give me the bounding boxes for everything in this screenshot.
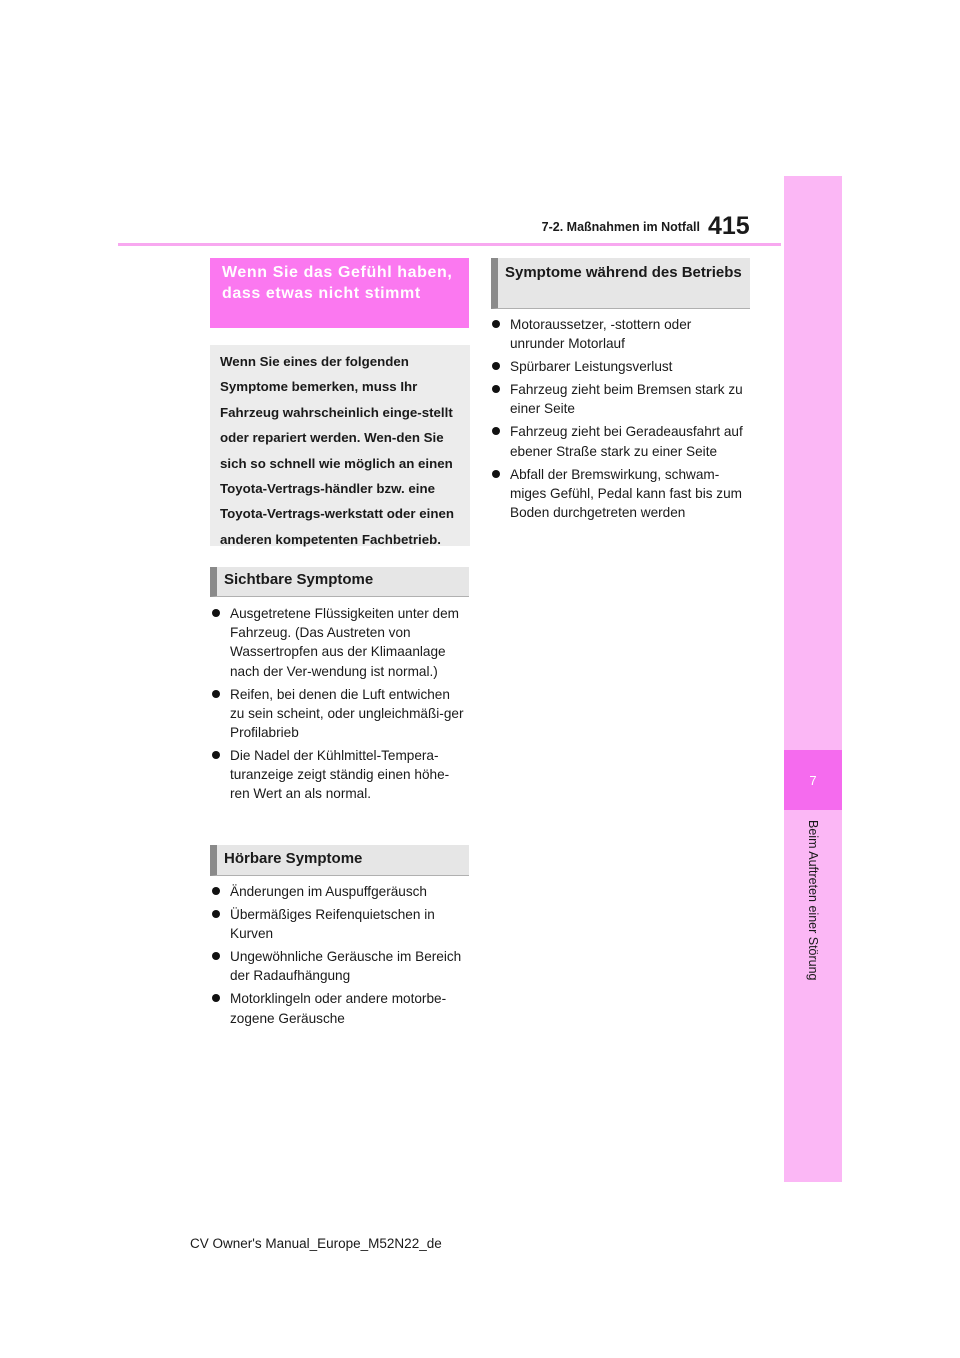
operating-symptoms-heading-box xyxy=(491,258,750,309)
intro-box xyxy=(210,345,470,546)
list-item: Übermäßiges Reifenquietschen in Kurven xyxy=(212,905,468,943)
main-heading: Wenn Sie das Gefühl haben, dass etwas nicht stimmt xyxy=(222,264,453,302)
bullet-icon xyxy=(492,470,500,478)
bullet-icon xyxy=(212,690,220,698)
list-item: Reifen, bei denen die Luft entwichen zu sein scheint, oder ungleichmäßi-ger Profilabrieb xyxy=(212,685,468,743)
audible-symptoms-heading-box xyxy=(210,845,469,876)
list-item: Die Nadel der Kühlmittel-Tempera-turanzeige zeigt ständig einen höhe-ren Wert an als normal. xyxy=(212,746,468,804)
main-heading-box xyxy=(210,258,469,328)
audible-symptoms-heading: Hörbare Symptome xyxy=(224,850,363,867)
bullet-icon xyxy=(212,952,220,960)
audible-symptoms-list xyxy=(212,882,468,1032)
header-divider xyxy=(118,243,781,246)
page-number: 415 xyxy=(708,212,750,240)
list-item: Fahrzeug zieht bei Geradeausfahrt auf ebener Straße stark zu einer Seite xyxy=(492,422,748,460)
list-item: Änderungen im Auspuffgeräusch xyxy=(212,882,468,901)
list-item: Abfall der Bremswirkung, schwam-miges Gefühl, Pedal kann fast bis zum Boden durchgetreten werden xyxy=(492,465,748,523)
visible-symptoms-list xyxy=(212,604,468,807)
visible-symptoms-heading-box xyxy=(210,567,469,597)
list-item: Spürbarer Leistungsverlust xyxy=(492,357,748,376)
bullet-icon xyxy=(212,910,220,918)
bullet-icon xyxy=(212,609,220,617)
operating-symptoms-list xyxy=(492,315,748,526)
list-item: Fahrzeug zieht beim Bremsen stark zu einer Seite xyxy=(492,380,748,418)
bullet-icon xyxy=(212,887,220,895)
chapter-side-tab xyxy=(784,176,842,1182)
bullet-icon xyxy=(212,994,220,1002)
section-title: 7-2. Maßnahmen im Notfall xyxy=(541,220,700,234)
list-item: Motorklingeln oder andere motorbe-zogene Geräusche xyxy=(212,989,468,1027)
visible-symptoms-heading: Sichtbare Symptome xyxy=(224,571,374,588)
bullet-icon xyxy=(492,427,500,435)
list-item: Ungewöhnliche Geräusche im Bereich der Radaufhängung xyxy=(212,947,468,985)
intro-text: Wenn Sie eines der folgenden Symptome bemerken, muss Ihr Fahrzeug wahrscheinlich einge-stellt oder repariert werden. Wen-den Sie sich so schnell wie möglich an einen Toyota-Vertrags-händler bzw. eine Toyota-Vertrags-werkstatt oder einen anderen kompetenten Fachbetrieb. xyxy=(220,354,454,547)
operating-symptoms-heading: Symptome während des Betriebs xyxy=(505,264,742,281)
chapter-title: Beim Auftreten einer Störung xyxy=(806,820,820,981)
list-item: Motoraussetzer, -stottern oder unrunder Motorlauf xyxy=(492,315,748,353)
list-item: Ausgetretene Flüssigkeiten unter dem Fahrzeug. (Das Austreten von Wassertropfen aus der Klimaanlage nach der Ver-wendung ist normal.) xyxy=(212,604,468,681)
bullet-icon xyxy=(492,362,500,370)
chapter-number: 7 xyxy=(784,750,842,810)
bullet-icon xyxy=(212,751,220,759)
bullet-icon xyxy=(492,320,500,328)
footer-text: CV Owner's Manual_Europe_M52N22_de xyxy=(190,1236,442,1251)
bullet-icon xyxy=(492,385,500,393)
